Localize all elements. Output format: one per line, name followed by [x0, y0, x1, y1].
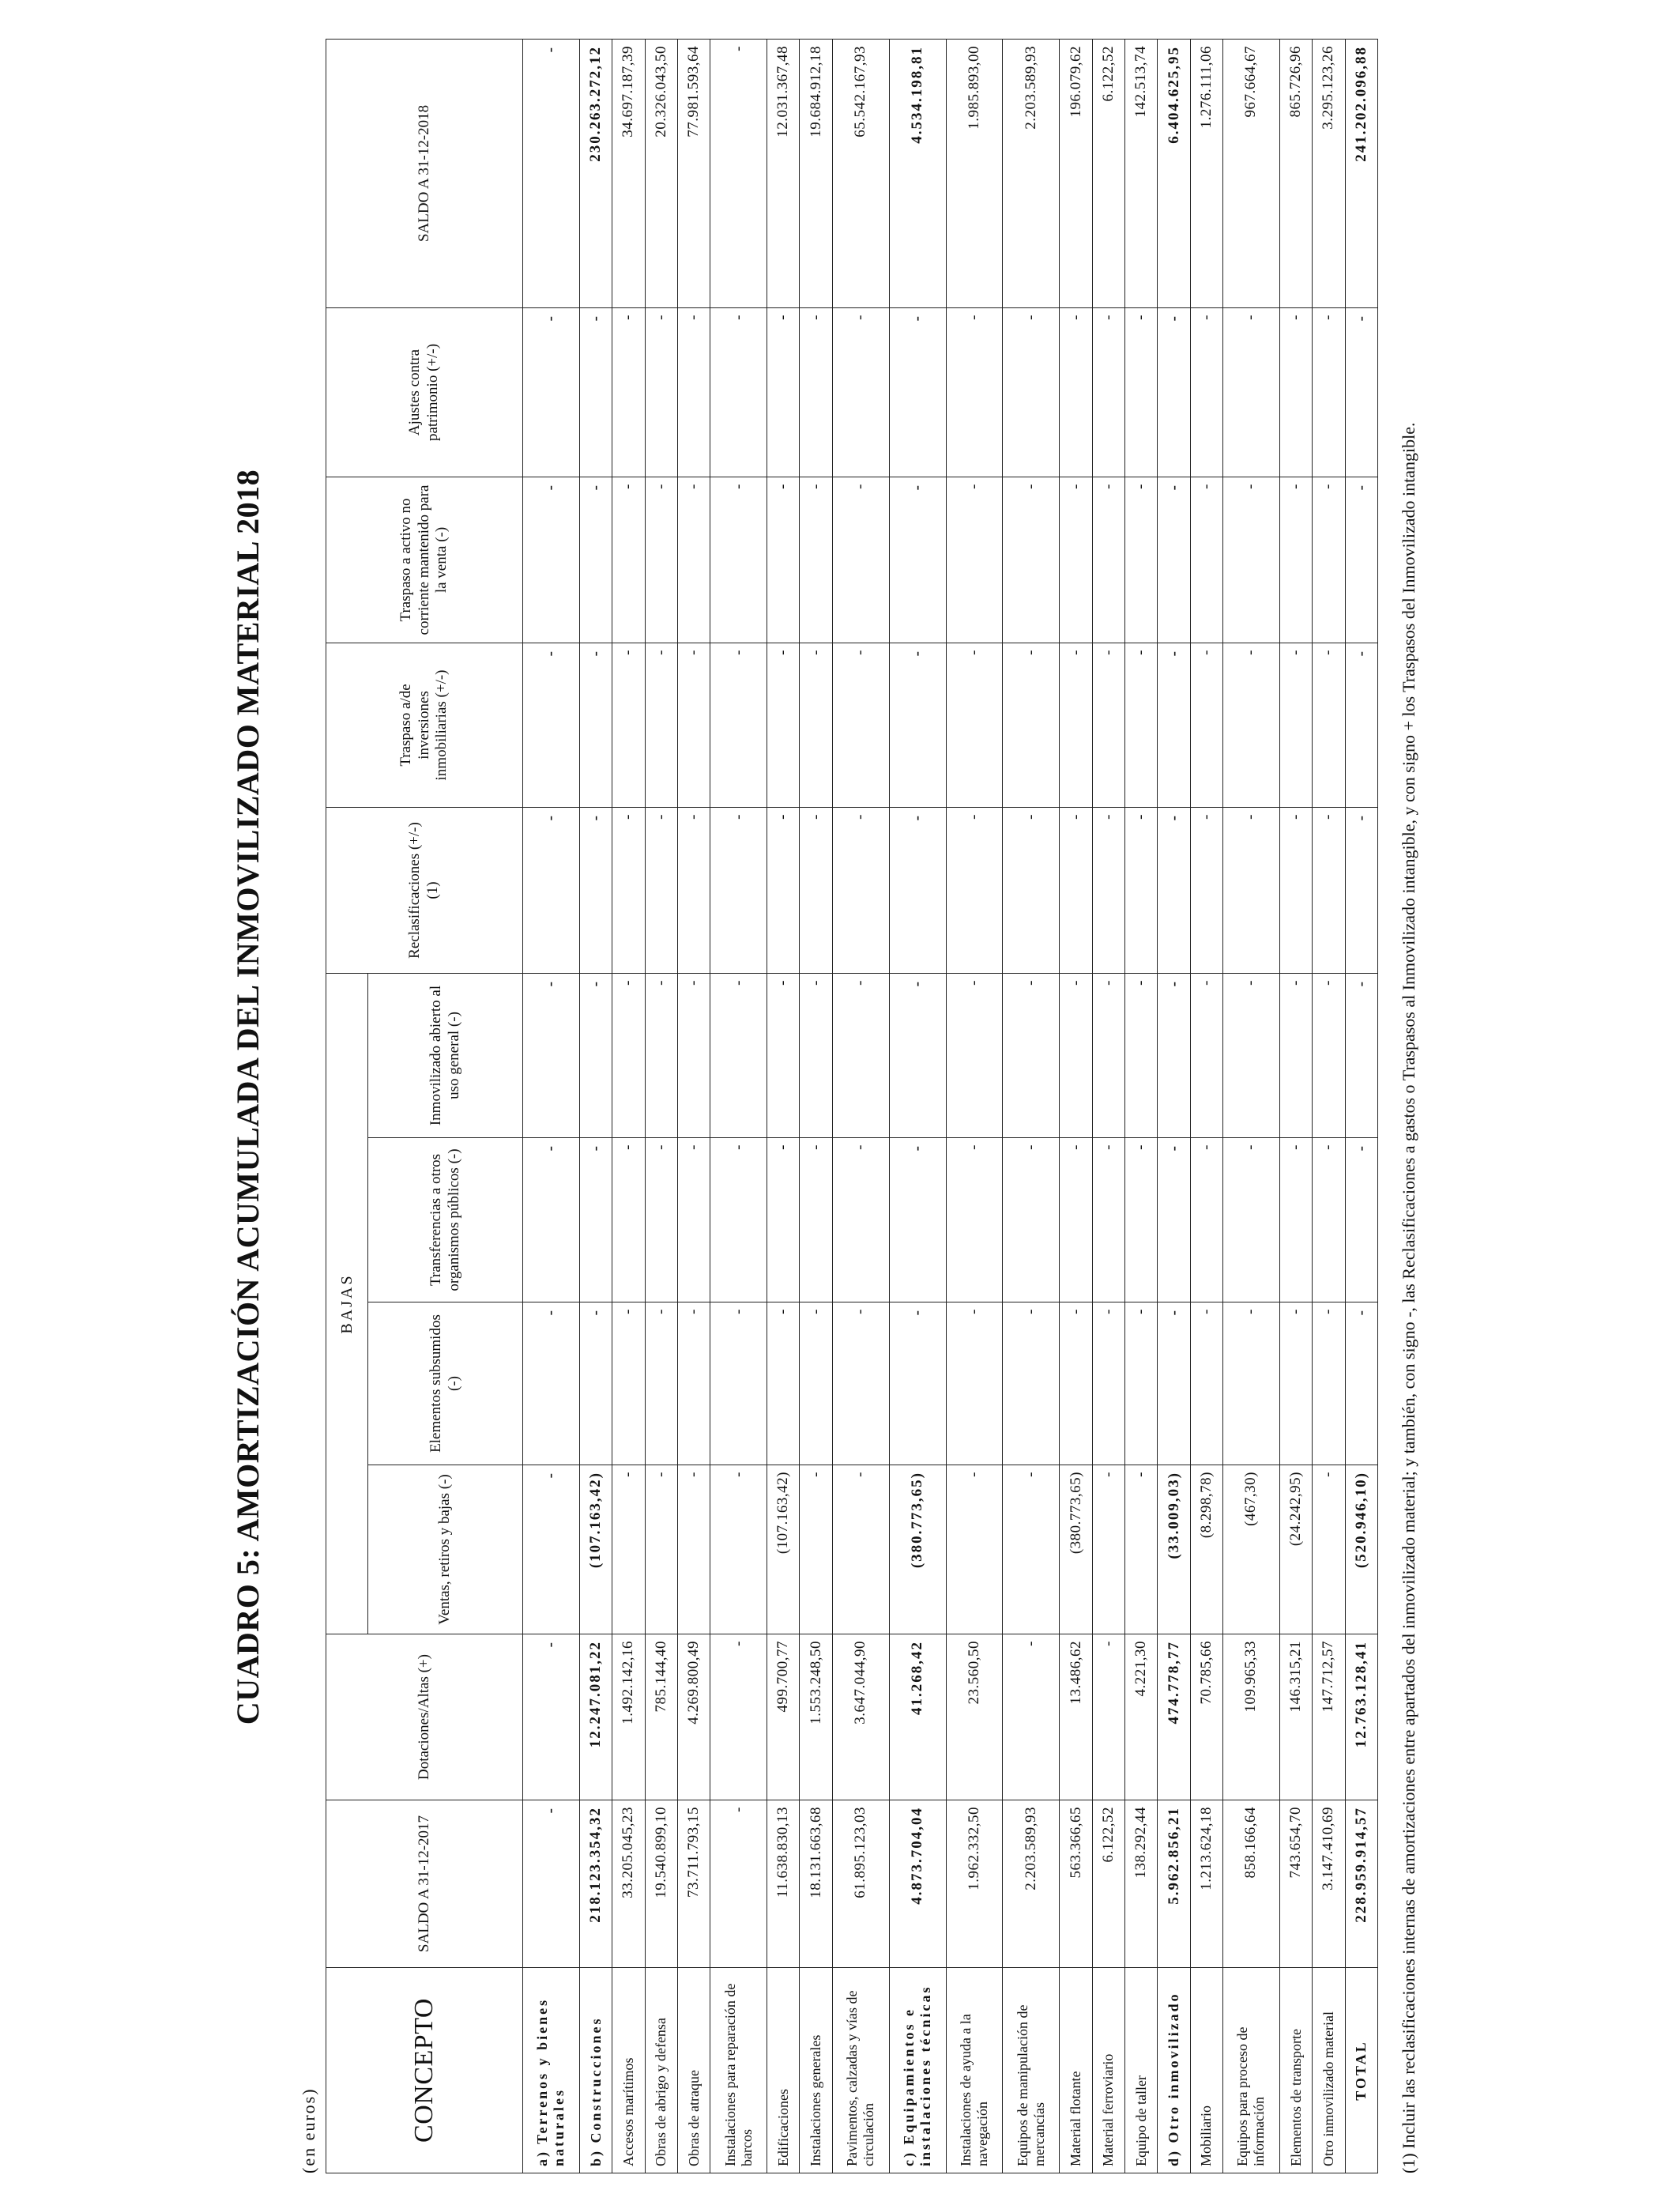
- row-value: -: [523, 807, 580, 973]
- row-concepto: Equipos de manipulación de mercancías: [1003, 1968, 1060, 2173]
- row-value: -: [523, 477, 580, 643]
- row-concepto: Instalaciones para reparación de barcos: [710, 1968, 767, 2173]
- row-value: -: [1125, 973, 1158, 1137]
- row-value: -: [1313, 807, 1345, 973]
- row-value: -: [1345, 1138, 1377, 1302]
- row-value: -: [1158, 807, 1190, 973]
- page-title: CUADRO 5: AMORTIZACIÓN ACUMULADA DEL INMOVILIZADO MATERIAL 2018: [230, 469, 266, 1725]
- row-value: (107.163,42): [579, 1465, 612, 1634]
- row-value: -: [1092, 807, 1124, 973]
- row-value: -: [645, 1302, 677, 1465]
- row-value: -: [1158, 307, 1190, 477]
- row-value: -: [612, 643, 645, 807]
- header-dotaciones: Dotaciones/Altas (+): [326, 1634, 523, 1800]
- row-value: 241.202.096,88: [1345, 39, 1377, 307]
- row-value: (380.773,65): [889, 1465, 946, 1634]
- row-value: -: [677, 477, 710, 643]
- row-value: -: [1060, 643, 1092, 807]
- row-value: 967.664,67: [1222, 39, 1279, 307]
- row-value: -: [1158, 973, 1190, 1137]
- row-value: -: [889, 807, 946, 973]
- row-value: -: [800, 643, 832, 807]
- row-value: -: [767, 1138, 800, 1302]
- row-value: -: [1092, 1634, 1124, 1800]
- row-value: -: [1060, 807, 1092, 973]
- row-value: -: [1092, 973, 1124, 1137]
- row-value: -: [710, 1302, 767, 1465]
- header-uso-general: Inmovilizado abierto al uso general (-): [368, 973, 523, 1137]
- row-value: -: [800, 477, 832, 643]
- row-value: -: [1003, 807, 1060, 973]
- table-row: [1190, 39, 1222, 2173]
- row-value: 6.404.625,95: [1158, 39, 1190, 307]
- row-value: 474.778,77: [1158, 1634, 1190, 1800]
- row-value: -: [1125, 1302, 1158, 1465]
- row-value: -: [1313, 1465, 1345, 1634]
- row-value: -: [1190, 1138, 1222, 1302]
- row-value: 138.292,44: [1125, 1800, 1158, 1968]
- table-row: [1158, 39, 1190, 2173]
- header-saldo-inicial: SALDO A 31-12-2017: [326, 1800, 523, 1968]
- row-value: -: [1313, 1138, 1345, 1302]
- row-value: 12.031.367,48: [767, 39, 800, 307]
- row-value: -: [612, 1302, 645, 1465]
- header-bajas: BAJAS: [326, 973, 368, 1634]
- table-row: [1345, 39, 1377, 2173]
- table-row: [579, 39, 612, 2173]
- table-row: [832, 39, 889, 2173]
- row-value: -: [1060, 307, 1092, 477]
- row-value: 4.534.198,81: [889, 39, 946, 307]
- row-value: -: [1158, 643, 1190, 807]
- row-value: -: [1092, 1465, 1124, 1634]
- row-concepto: Otro inmovilizado material: [1313, 1968, 1345, 2173]
- row-value: 12.247.081,22: [579, 1634, 612, 1800]
- row-concepto: Equipo de taller: [1125, 1968, 1158, 2173]
- row-value: -: [1092, 1302, 1124, 1465]
- row-value: -: [1313, 973, 1345, 1137]
- row-value: -: [523, 1800, 580, 1968]
- row-value: -: [1060, 1302, 1092, 1465]
- row-value: -: [523, 643, 580, 807]
- row-concepto: Pavimentos, calzadas y vías de circulación: [832, 1968, 889, 2173]
- row-concepto: Equipos para proceso de información: [1222, 1968, 1279, 2173]
- row-value: 3.295.123,26: [1313, 39, 1345, 307]
- row-value: -: [1190, 807, 1222, 973]
- row-value: 109.965,33: [1222, 1634, 1279, 1800]
- row-value: -: [946, 307, 1003, 477]
- row-value: -: [612, 477, 645, 643]
- row-value: -: [1222, 643, 1279, 807]
- row-value: -: [579, 307, 612, 477]
- row-value: -: [677, 807, 710, 973]
- row-value: -: [946, 643, 1003, 807]
- row-value: -: [800, 973, 832, 1137]
- row-value: 1.492.142,16: [612, 1634, 645, 1800]
- row-value: -: [710, 807, 767, 973]
- row-value: -: [645, 1138, 677, 1302]
- row-value: -: [1345, 1302, 1377, 1465]
- table-row: [612, 39, 645, 2173]
- row-value: 743.654,70: [1279, 1800, 1312, 1968]
- row-value: -: [612, 307, 645, 477]
- row-value: -: [1345, 807, 1377, 973]
- row-value: -: [1190, 973, 1222, 1137]
- row-value: -: [523, 1634, 580, 1800]
- row-value: -: [1003, 973, 1060, 1137]
- row-value: -: [1190, 307, 1222, 477]
- row-value: 34.697.187,39: [612, 39, 645, 307]
- row-value: -: [523, 1302, 580, 1465]
- row-value: -: [677, 1138, 710, 1302]
- row-value: -: [1092, 477, 1124, 643]
- row-value: 1.962.332,50: [946, 1800, 1003, 1968]
- row-concepto: Accesos marítimos: [612, 1968, 645, 2173]
- row-value: 3.147.410,69: [1313, 1800, 1345, 1968]
- row-concepto: Elementos de transporte: [1279, 1968, 1312, 2173]
- row-value: 6.122,52: [1092, 39, 1124, 307]
- row-value: -: [1060, 973, 1092, 1137]
- row-value: -: [1279, 973, 1312, 1137]
- row-value: -: [710, 1800, 767, 1968]
- row-value: 18.131.663,68: [800, 1800, 832, 1968]
- row-value: -: [1003, 1138, 1060, 1302]
- row-concepto: b) Construcciones: [579, 1968, 612, 2173]
- row-value: 3.647.044,90: [832, 1634, 889, 1800]
- row-concepto: Material ferroviario: [1092, 1968, 1124, 2173]
- row-value: 5.962.856,21: [1158, 1800, 1190, 1968]
- row-value: (467,30): [1222, 1465, 1279, 1634]
- row-value: -: [1125, 1465, 1158, 1634]
- row-value: -: [523, 39, 580, 307]
- row-value: 1.985.893,00: [946, 39, 1003, 307]
- row-value: -: [1125, 807, 1158, 973]
- row-value: -: [1158, 477, 1190, 643]
- table-row: [523, 39, 580, 2173]
- row-value: 77.981.593,64: [677, 39, 710, 307]
- row-value: -: [1222, 1302, 1279, 1465]
- row-value: -: [832, 643, 889, 807]
- row-value: -: [1279, 643, 1312, 807]
- row-value: -: [1279, 307, 1312, 477]
- table-row: [1125, 39, 1158, 2173]
- row-value: -: [1222, 307, 1279, 477]
- row-value: -: [1092, 307, 1124, 477]
- row-value: -: [1279, 807, 1312, 973]
- row-value: -: [1003, 1465, 1060, 1634]
- row-value: -: [767, 307, 800, 477]
- row-value: -: [832, 307, 889, 477]
- row-value: -: [677, 973, 710, 1137]
- row-value: -: [645, 973, 677, 1137]
- row-value: 1.276.111,06: [1190, 39, 1222, 307]
- table-row: [767, 39, 800, 2173]
- row-value: 4.873.704,04: [889, 1800, 946, 1968]
- row-value: -: [800, 307, 832, 477]
- row-value: -: [800, 1465, 832, 1634]
- row-concepto: c) Equipamientos e instalaciones técnicas: [889, 1968, 946, 2173]
- row-value: -: [832, 1465, 889, 1634]
- row-value: -: [1279, 477, 1312, 643]
- row-value: -: [889, 477, 946, 643]
- row-value: -: [946, 1302, 1003, 1465]
- row-value: 20.326.043,50: [645, 39, 677, 307]
- row-value: 1.553.248,50: [800, 1634, 832, 1800]
- table-row: [1279, 39, 1312, 2173]
- row-value: -: [710, 477, 767, 643]
- row-value: -: [1222, 477, 1279, 643]
- row-value: -: [677, 643, 710, 807]
- row-value: -: [645, 643, 677, 807]
- row-value: 230.263.272,12: [579, 39, 612, 307]
- row-value: -: [645, 807, 677, 973]
- row-value: -: [1060, 1138, 1092, 1302]
- row-value: 146.315,21: [1279, 1634, 1312, 1800]
- row-value: -: [1125, 477, 1158, 643]
- table-row: [1003, 39, 1060, 2173]
- header-reclasificaciones: Reclasificaciones (+/-) (1): [326, 807, 523, 973]
- row-concepto: Material flotante: [1060, 1968, 1092, 2173]
- row-value: -: [1125, 307, 1158, 477]
- row-value: 73.711.793,15: [677, 1800, 710, 1968]
- row-value: -: [677, 1302, 710, 1465]
- row-value: 228.959.914,57: [1345, 1800, 1377, 1968]
- row-value: -: [710, 1138, 767, 1302]
- row-value: 19.684.912,18: [800, 39, 832, 307]
- row-value: -: [1003, 643, 1060, 807]
- row-value: -: [1003, 477, 1060, 643]
- row-value: -: [1092, 1138, 1124, 1302]
- row-value: -: [946, 1138, 1003, 1302]
- row-value: 13.486,62: [1060, 1634, 1092, 1800]
- row-value: -: [1313, 477, 1345, 643]
- row-value: 563.366,65: [1060, 1800, 1092, 1968]
- row-value: -: [1003, 1634, 1060, 1800]
- row-value: -: [579, 477, 612, 643]
- row-value: 23.560,50: [946, 1634, 1003, 1800]
- row-value: -: [832, 1302, 889, 1465]
- header-saldo-final: SALDO A 31-12-2018: [326, 39, 523, 307]
- row-value: 33.205.045,23: [612, 1800, 645, 1968]
- row-value: -: [767, 477, 800, 643]
- header-ajustes: Ajustes contra patrimonio (+/-): [326, 307, 523, 477]
- row-value: -: [800, 1138, 832, 1302]
- row-value: -: [946, 1465, 1003, 1634]
- header-venta-activo: Traspaso a activo no corriente mantenido para la venta (-): [326, 477, 523, 643]
- row-value: -: [1313, 1302, 1345, 1465]
- row-value: -: [1003, 1302, 1060, 1465]
- header-ventas: Ventas, retiros y bajas (-): [368, 1465, 523, 1634]
- row-value: 196.079,62: [1060, 39, 1092, 307]
- row-value: -: [677, 307, 710, 477]
- row-value: 142.513,74: [1125, 39, 1158, 307]
- row-value: 4.221,30: [1125, 1634, 1158, 1800]
- row-value: 865.726,96: [1279, 39, 1312, 307]
- row-value: -: [1345, 643, 1377, 807]
- row-value: (380.773,65): [1060, 1465, 1092, 1634]
- table-row: [1222, 39, 1279, 2173]
- table-row: [1313, 39, 1345, 2173]
- row-value: -: [1190, 1302, 1222, 1465]
- row-value: 2.203.589,93: [1003, 39, 1060, 307]
- row-value: -: [1345, 973, 1377, 1137]
- row-value: -: [579, 807, 612, 973]
- row-value: -: [946, 807, 1003, 973]
- row-value: -: [1279, 1302, 1312, 1465]
- row-concepto: Instalaciones de ayuda a la navegación: [946, 1968, 1003, 2173]
- row-value: -: [889, 1302, 946, 1465]
- row-value: -: [1125, 1138, 1158, 1302]
- row-value: -: [579, 1138, 612, 1302]
- row-value: (33.009,03): [1158, 1465, 1190, 1634]
- table-row: [677, 39, 710, 2173]
- row-value: -: [645, 307, 677, 477]
- row-concepto: Edificaciones: [767, 1968, 800, 2173]
- row-concepto: d) Otro inmovilizado: [1158, 1968, 1190, 2173]
- row-value: -: [767, 643, 800, 807]
- row-value: 11.638.830,13: [767, 1800, 800, 1968]
- row-value: -: [832, 477, 889, 643]
- row-value: -: [1279, 1138, 1312, 1302]
- row-value: -: [1158, 1302, 1190, 1465]
- header-transferencias: Transferencias a otros organismos públicos (-): [368, 1138, 523, 1302]
- row-value: -: [1222, 1138, 1279, 1302]
- row-value: -: [579, 973, 612, 1137]
- row-value: -: [1313, 307, 1345, 477]
- row-value: -: [832, 807, 889, 973]
- row-value: 785.144,40: [645, 1634, 677, 1800]
- row-value: 1.213.624,18: [1190, 1800, 1222, 1968]
- row-concepto: Instalaciones generales: [800, 1968, 832, 2173]
- row-value: -: [1092, 643, 1124, 807]
- row-value: -: [579, 643, 612, 807]
- row-value: -: [645, 1465, 677, 1634]
- row-value: 218.123.354,32: [579, 1800, 612, 1968]
- row-value: -: [1345, 477, 1377, 643]
- row-concepto: TOTAL: [1345, 1968, 1377, 2173]
- row-value: (520.946,10): [1345, 1465, 1377, 1634]
- row-value: -: [710, 643, 767, 807]
- row-value: -: [832, 1138, 889, 1302]
- row-value: -: [612, 807, 645, 973]
- row-value: -: [889, 307, 946, 477]
- row-value: -: [1345, 307, 1377, 477]
- row-value: 858.166,64: [1222, 1800, 1279, 1968]
- row-value: -: [645, 477, 677, 643]
- row-value: -: [523, 307, 580, 477]
- row-value: -: [1158, 1138, 1190, 1302]
- row-value: 12.763.128,41: [1345, 1634, 1377, 1800]
- amortization-table: [326, 39, 1378, 2173]
- table-row: [889, 39, 946, 2173]
- row-value: (8.298,78): [1190, 1465, 1222, 1634]
- row-value: -: [1313, 643, 1345, 807]
- header-concepto: CONCEPTO: [326, 1968, 523, 2173]
- row-value: 2.203.589,93: [1003, 1800, 1060, 1968]
- table-row: [1060, 39, 1092, 2173]
- row-value: -: [612, 1465, 645, 1634]
- row-value: -: [1222, 807, 1279, 973]
- row-value: -: [889, 1138, 946, 1302]
- row-value: 70.785,66: [1190, 1634, 1222, 1800]
- row-value: -: [946, 973, 1003, 1137]
- row-value: -: [1060, 477, 1092, 643]
- row-concepto: Obras de abrigo y defensa: [645, 1968, 677, 2173]
- header-subsumidos: Elementos subsumidos (-): [368, 1302, 523, 1465]
- row-value: -: [612, 1138, 645, 1302]
- row-value: -: [710, 39, 767, 307]
- row-value: -: [1190, 643, 1222, 807]
- table-row: [645, 39, 677, 2173]
- row-concepto: a) Terrenos y bienes naturales: [523, 1968, 580, 2173]
- row-value: 499.700,77: [767, 1634, 800, 1800]
- row-value: 4.269.800,49: [677, 1634, 710, 1800]
- row-value: 19.540.899,10: [645, 1800, 677, 1968]
- row-value: (24.242,95): [1279, 1465, 1312, 1634]
- table-row: [1092, 39, 1124, 2173]
- row-value: -: [767, 1302, 800, 1465]
- row-value: -: [1125, 643, 1158, 807]
- row-value: -: [710, 307, 767, 477]
- row-value: -: [1190, 477, 1222, 643]
- row-value: -: [710, 1634, 767, 1800]
- table-row: [710, 39, 767, 2173]
- row-value: -: [800, 1302, 832, 1465]
- row-value: -: [523, 1138, 580, 1302]
- row-value: -: [767, 973, 800, 1137]
- row-value: -: [710, 1465, 767, 1634]
- row-concepto: Obras de atraque: [677, 1968, 710, 2173]
- row-value: -: [889, 643, 946, 807]
- row-value: 61.895.123,03: [832, 1800, 889, 1968]
- row-value: -: [523, 973, 580, 1137]
- row-value: -: [579, 1302, 612, 1465]
- row-value: 6.122,52: [1092, 1800, 1124, 1968]
- row-value: -: [677, 1465, 710, 1634]
- units-note: (en euros): [299, 2087, 318, 2173]
- row-value: (107.163,42): [767, 1465, 800, 1634]
- row-value: -: [612, 973, 645, 1137]
- table-row: [946, 39, 1003, 2173]
- row-value: -: [800, 807, 832, 973]
- row-concepto: Mobiliario: [1190, 1968, 1222, 2173]
- row-value: -: [946, 477, 1003, 643]
- row-value: -: [832, 973, 889, 1137]
- row-value: -: [767, 807, 800, 973]
- header-inversiones: Traspaso a/de inversiones inmobiliarias (+/-): [326, 643, 523, 807]
- row-value: 147.712,57: [1313, 1634, 1345, 1800]
- row-value: -: [710, 973, 767, 1137]
- footnote: (1) Incluir las reclasificaciones internas de amortizaciones entre apartados del inmovilizado material; y también, con signo -, las Reclasificaciones a gastos o Traspasos al Inmovilizado intangible, y con signo + los Traspasos del Inmovilizado intangible.: [1399, 422, 1418, 2173]
- table-body: [523, 39, 1378, 2173]
- table-row: [800, 39, 832, 2173]
- row-value: -: [889, 973, 946, 1137]
- row-value: 65.542.167,93: [832, 39, 889, 307]
- row-value: 41.268,42: [889, 1634, 946, 1800]
- row-value: -: [1003, 307, 1060, 477]
- row-value: -: [523, 1465, 580, 1634]
- row-value: -: [1222, 973, 1279, 1137]
